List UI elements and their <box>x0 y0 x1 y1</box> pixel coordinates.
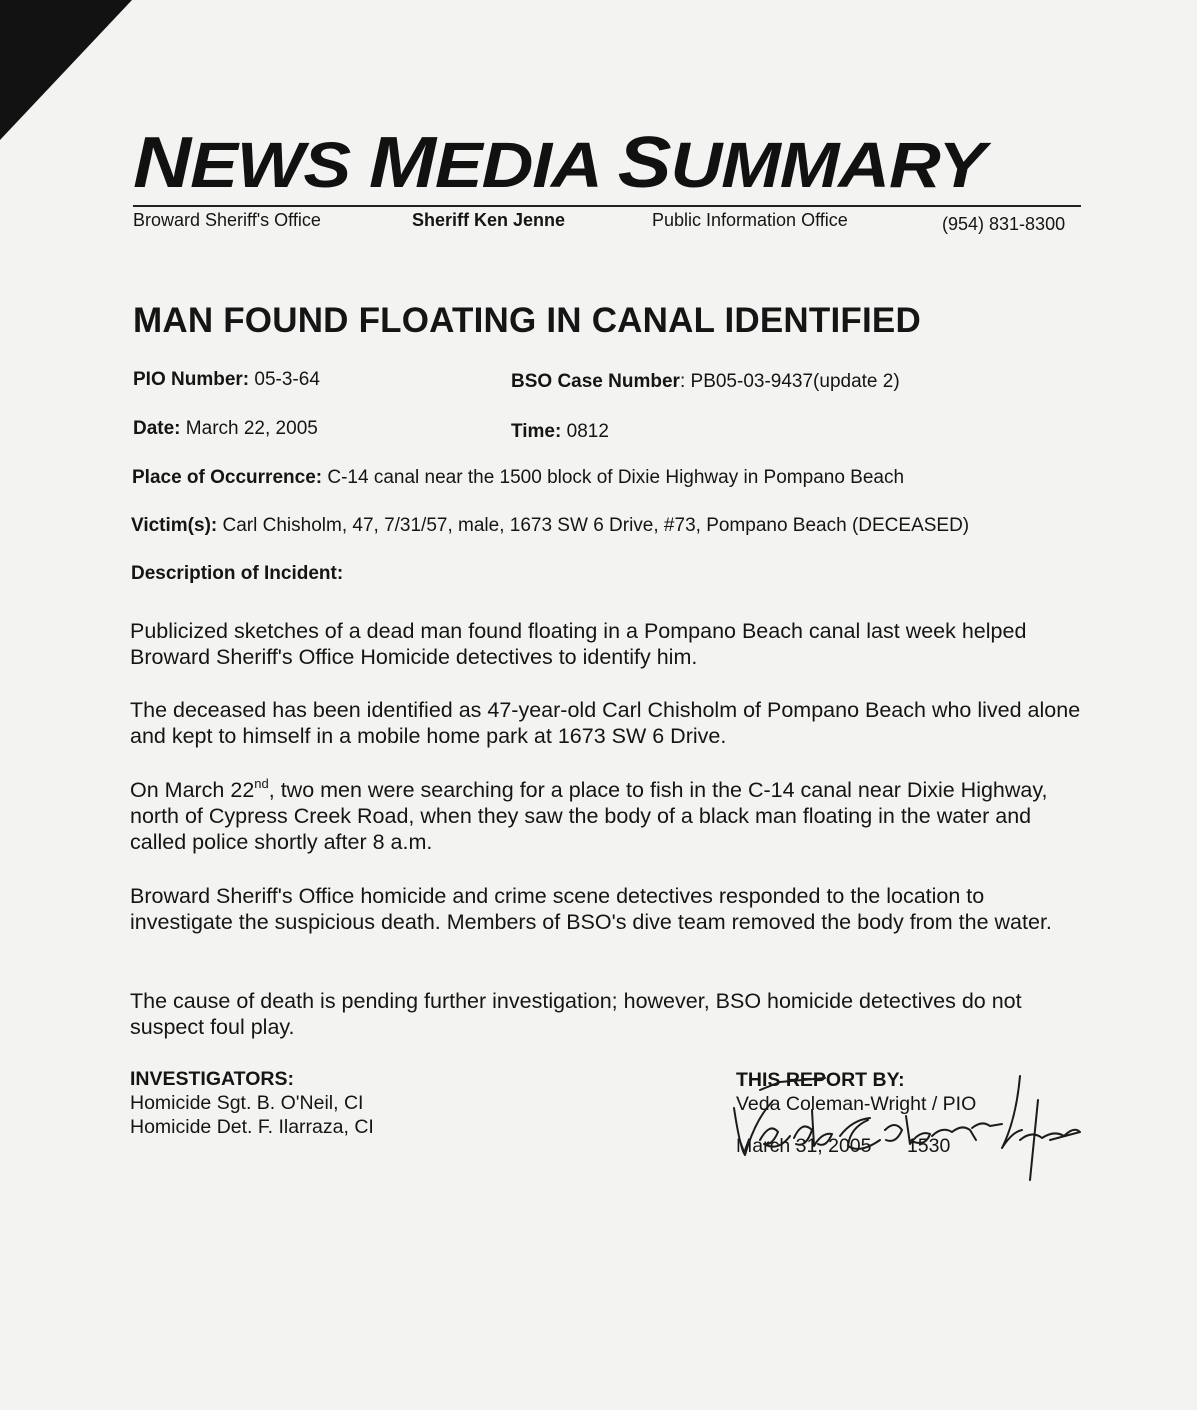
report-by-title: THIS REPORT BY: <box>736 1069 905 1091</box>
victims <box>131 515 969 537</box>
investigators-block <box>130 1067 374 1139</box>
ordinal-suffix: nd <box>254 776 269 791</box>
date-label: Date: <box>133 418 181 439</box>
investigator-2: Homicide Det. F. Ilarraza, CI <box>130 1116 374 1138</box>
sheriff-name: Sheriff Ken Jenne <box>412 210 566 230</box>
case-number: BSO Case Number: PB05-03-9437(update 2) <box>511 371 900 392</box>
investigator-1: Homicide Sgt. B. O'Neil, CI <box>130 1092 364 1114</box>
masthead-title: NEWS MEDIA SUMMARY <box>133 123 985 203</box>
time <box>511 421 609 443</box>
case-number-value: PB05-03-9437(update 2) <box>690 371 900 392</box>
report-time: 1530 <box>906 1135 951 1157</box>
paragraph-4: Broward Sheriff's Office homicide and crime scene detectives responded to the location to investigate the suspicious death. Members of BSO's dive team removed the body from the water. <box>130 884 1052 934</box>
investigators-title: INVESTIGATORS: <box>130 1068 294 1090</box>
office-name: Broward Sheriff's Office <box>133 210 321 230</box>
description-heading: Description of Incident: <box>131 563 344 584</box>
case-number-label: BSO Case Number <box>511 371 680 392</box>
time-value: 0812 <box>566 421 609 442</box>
handwritten-signature <box>720 1060 1090 1185</box>
report-author: Veda Coleman-Wright / PIO <box>736 1093 977 1115</box>
time-label: Time: <box>511 421 562 442</box>
paragraph-1: Publicized sketches of a dead man found floating in a Pompano Beach canal last week helped Broward Sheriff's Office Homicide detectives to identify him. <box>130 619 1027 669</box>
date <box>133 418 318 440</box>
pio-number-label: PIO Number: <box>133 369 250 390</box>
paragraph-5: The cause of death is pending further investigation; however, BSO homicide detectives do not suspect foul play. <box>130 989 1022 1039</box>
paragraph-2: The deceased has been identified as 47-year-old Carl Chisholm of Pompano Beach who lived alone and kept to himself in a mobile home park at 1673 SW 6 Drive. <box>130 698 1081 748</box>
pio-number-value: 05-3-64 <box>254 369 320 390</box>
masthead-rule <box>133 205 1081 207</box>
place-of-occurrence <box>132 467 904 489</box>
report-date: March 31, 2005 <box>736 1135 872 1157</box>
pio-number <box>133 369 320 391</box>
phone-number: (954) 831-8300 <box>942 214 1066 234</box>
place-label: Place of Occurrence: <box>132 467 323 488</box>
date-value: March 22, 2005 <box>185 418 318 439</box>
place-value: C-14 canal near the 1500 block of Dixie Highway in Pompano Beach <box>327 467 905 488</box>
victims-value: Carl Chisholm, 47, 7/31/57, male, 1673 SW 6 Drive, #73, Pompano Beach (DECEASED) <box>222 515 970 536</box>
department-name: Public Information Office <box>652 210 848 230</box>
scan-corner-shadow <box>0 0 140 150</box>
paragraph-3: On March 22nd, two men were searching for a place to fish in the C-14 canal near Dixie Highway, north of Cypress Creek Road, when they saw the body of a black man floating in the water and called police shortly after 8 a.m. <box>130 776 1048 854</box>
victims-label: Victim(s): <box>131 515 218 536</box>
headline: MAN FOUND FLOATING IN CANAL IDENTIFIED <box>133 301 921 340</box>
